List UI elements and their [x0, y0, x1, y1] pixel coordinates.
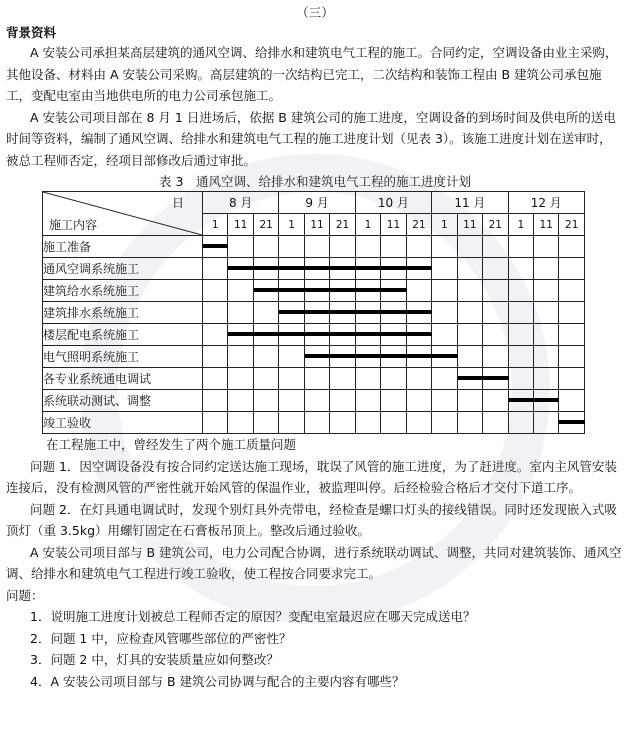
issue-1: 问题 1．因空调设备没有按合同约定送达施工现场，耽误了风管的施工进度，为了赶进度。室内主风管安装连接后，没有检测风管的严密性就开始风管的保温作业，被监理叫停。后经检验合格后才交付下道工序。 [6, 458, 617, 495]
day-header: 11 [228, 214, 253, 236]
schedule-slot [253, 390, 278, 412]
task-name: 电气照明系统施工 [43, 346, 203, 368]
schedule-slot [508, 368, 533, 390]
day-header: 1 [355, 214, 380, 236]
schedule-slot [304, 346, 329, 368]
schedule-slot [457, 236, 482, 258]
month-header: 9 月 [279, 192, 355, 214]
month-header: 11 月 [432, 192, 508, 214]
schedule-slot [381, 302, 406, 324]
schedule-slot [253, 368, 278, 390]
schedule-slot [330, 324, 355, 346]
schedule-slot [432, 280, 457, 302]
task-row [43, 368, 585, 390]
schedule-slot [330, 302, 355, 324]
schedule-slot [559, 346, 584, 368]
schedule-slot [432, 368, 457, 390]
schedule-slot [381, 412, 406, 434]
schedule-table [42, 191, 585, 434]
day-header: 11 [457, 214, 482, 236]
schedule-slot [330, 412, 355, 434]
schedule-slot [330, 236, 355, 258]
schedule-slot [304, 302, 329, 324]
corner-date-label: 日 [171, 196, 184, 210]
schedule-slot [483, 258, 508, 280]
day-header: 1 [203, 214, 228, 236]
issue-3: A 安装公司项目部与 B 建筑公司，电力公司配合协调，进行系统联动调试、调整，共同对建筑装饰、通风空调、给排水和建筑电气工程进行竣工验收，使工程按合同要求完工。 [6, 544, 622, 581]
schedule-table-wrap [0, 191, 630, 434]
schedule-slot [228, 324, 253, 346]
schedule-slot [203, 368, 228, 390]
schedule-slot [228, 236, 253, 258]
schedule-slot [355, 346, 380, 368]
day-header: 21 [253, 214, 278, 236]
schedule-slot [304, 390, 329, 412]
schedule-slot [279, 280, 304, 302]
schedule-slot [279, 302, 304, 324]
schedule-slot [228, 346, 253, 368]
schedule-slot [483, 390, 508, 412]
background-heading: 背景资料 [6, 25, 57, 40]
schedule-slot [304, 258, 329, 280]
schedule-slot [483, 346, 508, 368]
schedule-slot [483, 368, 508, 390]
schedule-slot [381, 346, 406, 368]
day-header: 1 [432, 214, 457, 236]
schedule-slot [508, 412, 533, 434]
schedule-slot [355, 324, 380, 346]
schedule-slot [508, 302, 533, 324]
question-2: 2．问题 1 中，应检查风管哪些部位的严密性？ [30, 630, 292, 646]
after-table-text: 在工程施工中，曾经发生了两个施工质量问题 [46, 437, 297, 452]
schedule-slot [253, 412, 278, 434]
task-row [43, 280, 585, 302]
schedule-slot [253, 236, 278, 258]
paragraph-2: A 安装公司项目部在 8 月 1 日进场后，依据 B 建筑公司的施工进度，空调设备的到场时间及供电所的送电时间等资料，编制了通风空调、给排水和建筑电气工程的施工进度计划（见表 3）。该施工进度计划在送审时，被总工程师否定，经项目部修改后通过审批。 [6, 109, 616, 168]
day-header: 21 [483, 214, 508, 236]
schedule-slot [406, 258, 431, 280]
corner-task-label: 施工内容 [49, 218, 98, 232]
schedule-slot [228, 368, 253, 390]
schedule-slot [457, 324, 482, 346]
day-header: 11 [381, 214, 406, 236]
schedule-slot [330, 346, 355, 368]
schedule-slot [508, 236, 533, 258]
schedule-slot [432, 390, 457, 412]
task-name: 系统联动测试、调整 [43, 390, 203, 412]
schedule-slot [406, 368, 431, 390]
schedule-slot [355, 236, 380, 258]
task-name: 楼层配电系统施工 [43, 324, 203, 346]
section-number: （三） [296, 5, 334, 20]
paragraph-1: A 安装公司承担某高层建筑的通风空调、给排水和建筑电气工程的施工。合同约定，空调设备由业主采购，其他设备、材料由 A 安装公司采购。高层建筑的一次结构已完工，二次结构和装饰工程由 B 建筑公司承包施工，变配电室由当地供电所的电力公司承包施工。 [6, 45, 618, 103]
schedule-slot [203, 390, 228, 412]
schedule-slot [483, 302, 508, 324]
schedule-slot [330, 258, 355, 280]
task-name: 通风空调系统施工 [43, 258, 203, 280]
schedule-slot [253, 302, 278, 324]
schedule-slot [355, 302, 380, 324]
schedule-slot [534, 280, 559, 302]
task-row [43, 258, 585, 280]
day-header: 21 [406, 214, 431, 236]
gantt-bar [559, 420, 584, 424]
month-header: 10 月 [355, 192, 431, 214]
schedule-slot [381, 236, 406, 258]
schedule-slot [228, 258, 253, 280]
task-row [43, 412, 585, 434]
question-4: 4．A 安装公司项目部与 B 建筑公司协调与配合的主要内容有哪些？ [30, 673, 405, 689]
day-header: 21 [330, 214, 355, 236]
schedule-slot [483, 412, 508, 434]
task-name: 施工准备 [43, 236, 203, 258]
schedule-slot [279, 258, 304, 280]
schedule-slot [381, 390, 406, 412]
schedule-slot [203, 346, 228, 368]
issue-2: 问题 2．在灯具通电调试时，发现个别灯具外壳带电，经检查是螺口灯头的接线错误。同时还发现嵌入式吸顶灯（重 3.5kg）用螺钉固定在石膏板吊顶上。整改后通过验收。 [6, 501, 617, 538]
schedule-slot [534, 346, 559, 368]
day-header: 1 [279, 214, 304, 236]
task-row [43, 302, 585, 324]
schedule-slot [432, 258, 457, 280]
schedule-slot [534, 368, 559, 390]
schedule-slot [406, 302, 431, 324]
schedule-slot [203, 324, 228, 346]
schedule-slot [457, 258, 482, 280]
schedule-slot [457, 368, 482, 390]
schedule-slot [483, 280, 508, 302]
table-caption: 表 3 通风空调、给排水和建筑电气工程的施工进度计划 [159, 174, 471, 189]
schedule-slot [355, 412, 380, 434]
schedule-slot [330, 390, 355, 412]
schedule-slot [508, 258, 533, 280]
schedule-slot [534, 258, 559, 280]
schedule-slot [406, 280, 431, 302]
schedule-slot [304, 412, 329, 434]
schedule-slot [279, 346, 304, 368]
schedule-slot [457, 280, 482, 302]
schedule-slot [432, 412, 457, 434]
schedule-slot [330, 280, 355, 302]
schedule-slot [406, 390, 431, 412]
schedule-slot [381, 368, 406, 390]
schedule-slot [304, 236, 329, 258]
schedule-slot [457, 412, 482, 434]
table-corner [43, 192, 203, 236]
schedule-slot [508, 324, 533, 346]
month-header: 12 月 [508, 192, 584, 214]
schedule-slot [432, 346, 457, 368]
schedule-slot [432, 302, 457, 324]
schedule-slot [483, 236, 508, 258]
schedule-slot [508, 390, 533, 412]
schedule-slot [304, 324, 329, 346]
task-row [43, 324, 585, 346]
schedule-slot [534, 390, 559, 412]
schedule-slot [508, 280, 533, 302]
schedule-slot [228, 390, 253, 412]
schedule-slot [279, 368, 304, 390]
schedule-slot [203, 412, 228, 434]
schedule-slot [457, 302, 482, 324]
schedule-slot [559, 368, 584, 390]
schedule-slot [355, 258, 380, 280]
schedule-slot [304, 368, 329, 390]
schedule-slot [559, 258, 584, 280]
schedule-slot [304, 280, 329, 302]
schedule-slot [253, 280, 278, 302]
schedule-slot [253, 324, 278, 346]
schedule-slot [228, 280, 253, 302]
schedule-slot [534, 412, 559, 434]
schedule-slot [253, 258, 278, 280]
schedule-slot [559, 324, 584, 346]
schedule-slot [253, 346, 278, 368]
question-1: 1．说明施工进度计划被总工程师否定的原因？变配电室最迟应在哪天完成送电？ [30, 609, 476, 624]
schedule-slot [355, 368, 380, 390]
schedule-slot [406, 324, 431, 346]
schedule-slot [432, 236, 457, 258]
schedule-slot [203, 280, 228, 302]
schedule-slot [381, 324, 406, 346]
schedule-slot [559, 390, 584, 412]
schedule-slot [330, 368, 355, 390]
questions-heading: 问题： [6, 587, 44, 603]
day-header: 11 [304, 214, 329, 236]
schedule-slot [559, 412, 584, 434]
schedule-slot [559, 236, 584, 258]
day-header: 11 [534, 214, 559, 236]
schedule-slot [406, 346, 431, 368]
gantt-bar [203, 244, 228, 248]
question-3: 3．问题 2 中，灯具的安装质量应如何整改？ [30, 652, 279, 667]
schedule-slot [406, 236, 431, 258]
schedule-slot [534, 236, 559, 258]
schedule-slot [279, 324, 304, 346]
schedule-slot [228, 412, 253, 434]
schedule-slot [381, 280, 406, 302]
schedule-slot [203, 302, 228, 324]
task-name: 竣工验收 [43, 412, 203, 434]
schedule-slot [203, 236, 228, 258]
schedule-slot [279, 390, 304, 412]
schedule-slot [203, 258, 228, 280]
schedule-slot [432, 324, 457, 346]
schedule-slot [559, 302, 584, 324]
schedule-slot [483, 324, 508, 346]
schedule-slot [534, 302, 559, 324]
schedule-slot [355, 280, 380, 302]
schedule-slot [457, 346, 482, 368]
task-name: 建筑排水系统施工 [43, 302, 203, 324]
schedule-slot [559, 280, 584, 302]
month-header: 8 月 [203, 192, 279, 214]
day-header: 21 [559, 214, 584, 236]
schedule-slot [457, 390, 482, 412]
schedule-slot [534, 324, 559, 346]
schedule-slot [381, 258, 406, 280]
task-row [43, 390, 585, 412]
schedule-slot [406, 412, 431, 434]
schedule-slot [355, 390, 380, 412]
task-row [43, 346, 585, 368]
task-row [43, 236, 585, 258]
task-name: 建筑给水系统施工 [43, 280, 203, 302]
task-name: 各专业系统通电调试 [43, 368, 203, 390]
schedule-slot [508, 346, 533, 368]
schedule-slot [279, 412, 304, 434]
schedule-slot [279, 236, 304, 258]
schedule-slot [228, 302, 253, 324]
day-header: 1 [508, 214, 533, 236]
